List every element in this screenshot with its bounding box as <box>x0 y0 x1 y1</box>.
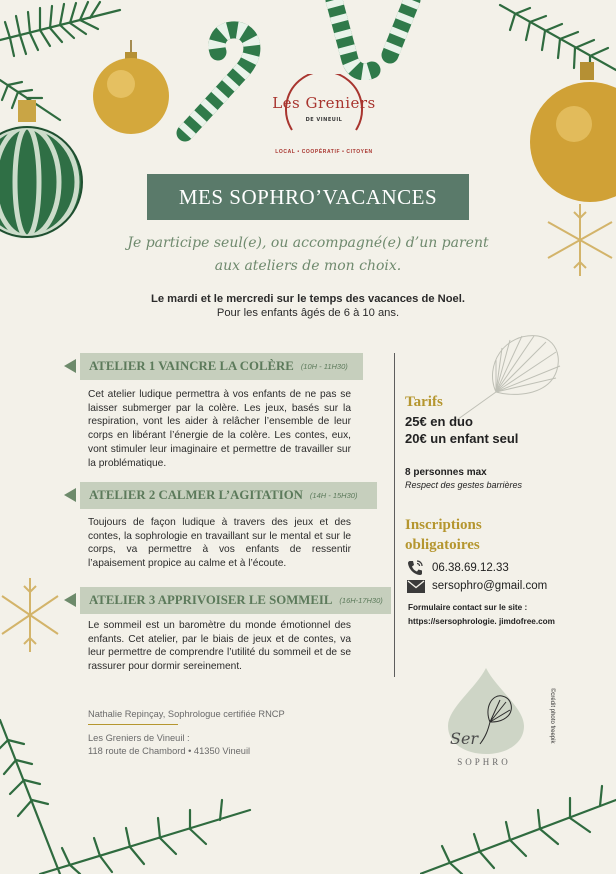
intro-line-1: Le mardi et le mercredi sur le temps des vacances de Noel. <box>150 293 465 305</box>
price-duo: 25€ en duo <box>405 414 473 429</box>
workshop-3-marker <box>64 593 76 607</box>
intro-line-2: Pour les enfants âgés de 6 à 10 ans. <box>216 307 400 319</box>
logo-tagline: LOCAL • COOPÉRATIF • CITOYEN <box>275 149 373 155</box>
workshop-3-title: ATELIER 3 APPRIVOISER LE SOMMEIL <box>89 593 333 607</box>
sophro-logo <box>440 664 532 756</box>
phone-icon <box>407 560 423 576</box>
intro <box>100 292 516 320</box>
sophro-word: SOPHRO <box>457 757 511 767</box>
workshop-2-title: ATELIER 2 CALMER L’AGITATION <box>89 488 303 502</box>
logo-sub: DE VINEUIL <box>305 117 343 123</box>
page-title: MES SOPHRO’VACANCES <box>178 184 438 209</box>
workshop-3-banner <box>80 587 391 614</box>
workshop-1-title: ATELIER 1 VAINCRE LA COLÈRE <box>89 359 294 373</box>
mail-icon <box>407 580 425 593</box>
footer-rule <box>88 724 178 725</box>
workshop-2-description: Toujours de façon ludique à travers des jeux et des contes, la sophrologie en travaillant sur le mental et sur le corps, va permettre à vos enfants de ressentir l’apaisement propice au calme et à l’écoute. <box>88 517 351 570</box>
subtitle-line-1: Je participe seul(e), ou accompagné(e) d’un parent <box>127 235 489 251</box>
workshop-2-marker <box>64 488 76 502</box>
workshop-1-description: Cet atelier ludique permettra à vos enfants de ne pas se laisser submerger par la colère. Les jeux, basés sur la respiration, vont les aider à relâcher l’ensemble de leur corps en libérant l’énergie de la colère. Les contes, eux, vont stimuler leur imaginaire et permettre de travailler sur la problématique. <box>88 389 351 469</box>
address-line-2: 118 route de Chambord • 41350 Vineuil <box>88 746 251 756</box>
workshop-1-banner <box>80 353 363 380</box>
subtitle <box>110 232 506 278</box>
pine-branch-bottom-right <box>420 770 616 874</box>
logo-name: Les Greniers <box>272 94 376 112</box>
pine-branch-bottom-left <box>0 700 260 874</box>
workshop-3-description: Le sommeil est un baromètre du monde émotionnel des enfants. Cet atelier, par le biais de jeux et de contes, va leur permettre de comprendre l’utilité du sommeil et de se rassurer pour dormir sereinement. <box>88 620 351 673</box>
phone-number[interactable]: 06.38.69.12.33 <box>432 562 509 574</box>
sophro-logo-script: Ser <box>450 729 479 748</box>
subtitle-line-2: aux ateliers de mon choix. <box>214 258 402 274</box>
email-address[interactable]: sersophro@gmail.com <box>432 580 548 592</box>
snowflake-right <box>540 200 616 280</box>
candy-cane-left <box>170 18 280 146</box>
workshop-1-marker <box>64 359 76 373</box>
column-divider <box>394 353 395 677</box>
tarifs-heading: Tarifs <box>405 394 443 410</box>
capacity-max: 8 personnes max <box>405 467 487 478</box>
snowflake-left <box>0 570 70 660</box>
title-banner <box>147 174 469 220</box>
gold-ornament-large <box>524 62 616 212</box>
candy-cane-right <box>312 0 422 80</box>
inscriptions-heading-1: Inscriptions <box>405 517 482 533</box>
form-label: Formulaire contact sur le site : <box>408 603 528 612</box>
gold-ornament-small <box>86 40 176 140</box>
inscriptions-heading-2: obligatoires <box>405 537 480 553</box>
capacity-note: Respect des gestes barrières <box>405 480 523 490</box>
author: Nathalie Repinçay, Sophrologue certifiée RNCP <box>88 709 285 719</box>
workshop-1-time: (10H - 11H30) <box>300 362 348 371</box>
form-url[interactable]: https://sersophrologie. jimdofree.com <box>408 617 555 626</box>
workshop-2-time: (14H - 15H30) <box>309 491 358 500</box>
green-ornament <box>0 100 90 260</box>
workshop-2-banner <box>80 482 377 509</box>
workshop-3-time: (16H-17H30) <box>339 596 383 605</box>
address-line-1: Les Greniers de Vineuil : <box>88 733 190 743</box>
photo-credit: ©crédit photo freepik <box>549 688 555 744</box>
price-single: 20€ un enfant seul <box>405 431 519 446</box>
